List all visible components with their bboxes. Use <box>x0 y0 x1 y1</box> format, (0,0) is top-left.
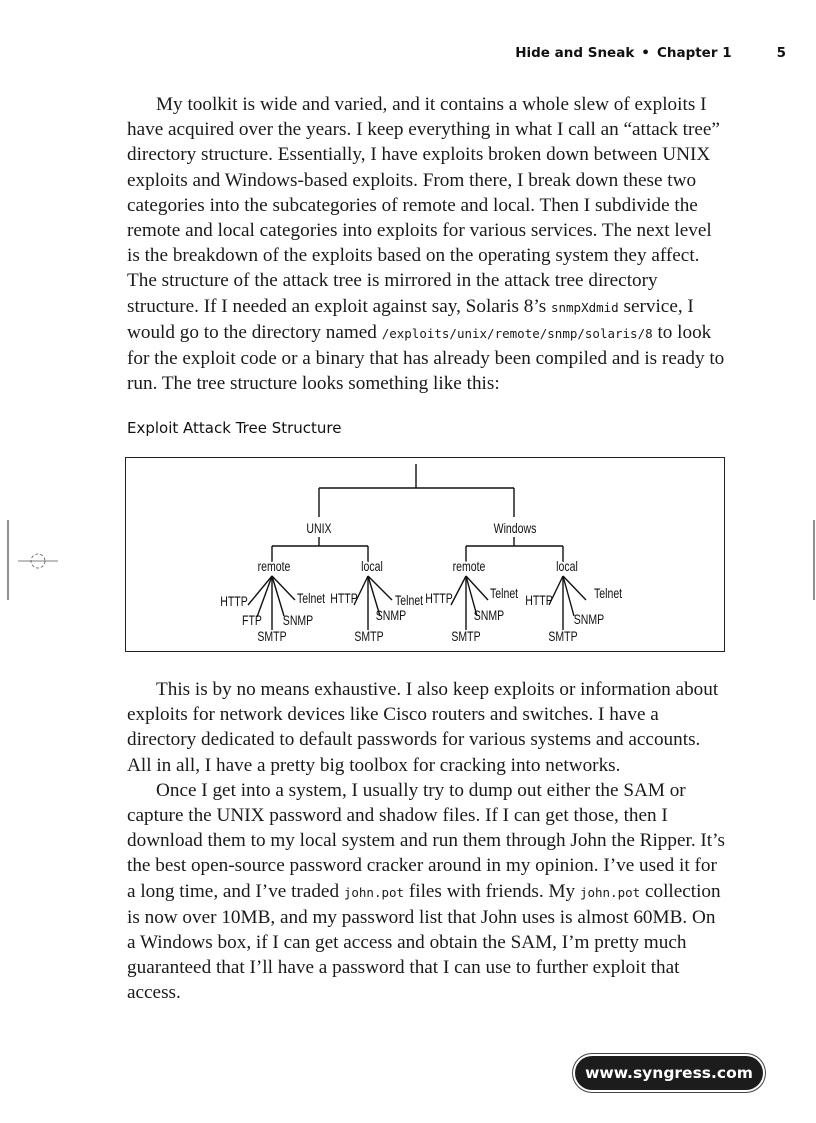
leaf-smtp: SMTP <box>548 628 578 645</box>
node-windows-local: local <box>556 558 578 575</box>
leaf-smtp: SMTP <box>451 628 481 645</box>
leaf-smtp: SMTP <box>257 628 287 645</box>
attack-tree-figure <box>125 457 725 652</box>
leaf-snmp: SNMP <box>573 611 605 628</box>
leaf-telnet: Telnet <box>395 592 424 609</box>
right-margin-line <box>808 520 816 605</box>
paragraph-toolkit: My toolkit is wide and varied, and it contains a whole slew of exploits I have acquired over the years. I keep everything in what I call an “attack tree” directory structure. Essentially, I have exploits broken down between UNIX exploits and Windows-based exploits. From there, I break down these two categories into the subcategories of remote and local. Then I subdivide the remote and local categories into exploits for various services. The next level is the breakdown of the exploits based on the operating system they affect. The structure of the attack tree is mirrored in the attack tree directory structure. If I needed an exploit against say, Solaris 8’s snmpXdmid service, I would go to the directory named /exploits/unix/remote/snmp/solaris/8 to look for the exploit code or a binary that has already been compiled and is ready to run. The tree structure looks something like this: <box>127 94 725 395</box>
leaf-http: HTTP <box>425 590 453 607</box>
code-snmpxdmid: snmpXdmid <box>550 299 619 315</box>
code-john-pot: john.pot <box>579 884 641 900</box>
code-exploit-path: /exploits/unix/remote/snmp/solaris/8 <box>381 325 653 341</box>
section-title: Hide and Sneak <box>515 45 635 61</box>
leaf-http: HTTP <box>330 590 358 607</box>
leaf-telnet: Telnet <box>490 585 519 602</box>
header-bullet: • <box>641 45 650 61</box>
leaf-telnet: Telnet <box>297 590 326 607</box>
page-number: 5 <box>776 45 786 61</box>
node-unix: UNIX <box>306 520 332 537</box>
figure-caption: Exploit Attack Tree Structure <box>127 419 342 437</box>
leaf-telnet: Telnet <box>594 585 623 602</box>
leaf-snmp: SNMP <box>375 607 407 624</box>
leaf-snmp: SNMP <box>473 607 505 624</box>
node-unix-remote: remote <box>257 558 291 575</box>
paragraphs-bottom <box>127 677 727 1006</box>
running-header <box>400 45 786 61</box>
node-windows: Windows <box>493 520 537 537</box>
code-john-pot: john.pot <box>343 884 405 900</box>
chapter-label: Chapter 1 <box>656 45 732 61</box>
node-windows-remote: remote <box>452 558 486 575</box>
node-unix-local: local <box>361 558 383 575</box>
leaf-ftp: FTP <box>242 612 262 629</box>
leaf-http: HTTP <box>525 592 553 609</box>
publisher-url-badge: www.syngress.com <box>575 1056 763 1090</box>
leaf-snmp: SNMP <box>282 612 314 629</box>
registration-mark <box>0 520 70 605</box>
paragraph-exhaustive: This is by no means exhaustive. I also keep exploits or information about exploits for network devices like Cisco routers and switches. I have a directory dedicated to default passwords for various systems and accounts. All in all, I have a pretty big toolbox for cracking into networks. <box>127 679 719 776</box>
leaf-http: HTTP <box>220 593 248 610</box>
paragraph-password-cracking: Once I get into a system, I usually try to dump out either the SAM or capture the UNIX password and shadow files. If I can get those, then I download them to my local system and run them through John the Ripper. It’s the best open-source password cracker around in my opinion. I’ve used it for a long time, and I’ve traded john.pot files with friends. My john.pot collection is now over 10MB, and my password list that John uses is almost 60MB. On a Windows box, if I can get access and obtain the SAM, I’m pretty much guaranteed that I’ll have a password that I can use to further exploit that access. <box>127 779 725 1004</box>
attack-tree-diagram <box>126 458 726 653</box>
leaf-smtp: SMTP <box>354 628 384 645</box>
